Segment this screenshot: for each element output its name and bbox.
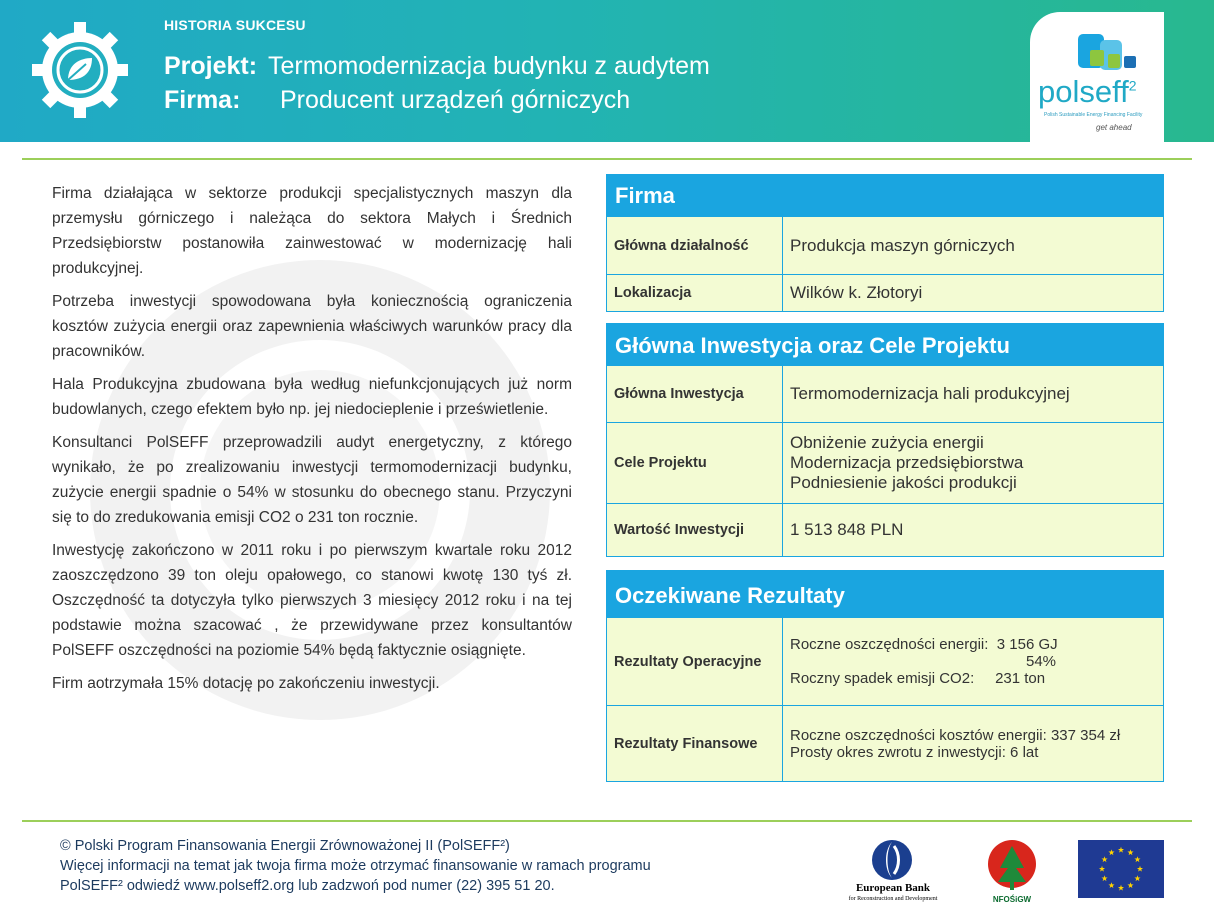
table-row: [607, 216, 1163, 274]
table-row: [607, 503, 1163, 556]
polseff-logo-mark: [1074, 28, 1146, 76]
company-label: Firma:: [164, 86, 241, 114]
row-label: Wartość Inwestycji: [607, 504, 783, 556]
footer-line: PolSEFF² odwiedź www.polseff2.org lub zadzwoń pod numer (22) 395 51 20.: [60, 878, 555, 894]
nfosigw-logo: [984, 838, 1040, 908]
table-row: [607, 705, 1163, 782]
success-story-label: HISTORIA SUKCESU: [164, 17, 306, 33]
panel-firma: [606, 174, 1164, 312]
panel-investment: [606, 323, 1164, 557]
row-label: Cele Projektu: [607, 423, 783, 503]
ebrd-emblem-icon: [870, 838, 914, 882]
project-value: Termomodernizacja budynku z audytem: [268, 52, 710, 80]
footer-line: Więcej informacji na temat jak twoja firma może otrzymać finansowanie w ramach programu: [60, 858, 651, 874]
project-label: Projekt:: [164, 52, 258, 80]
row-label: Główna Inwestycja: [607, 366, 783, 422]
paragraph: Firm aotrzymała 15% dotację po zakończeniu inwestycji.: [52, 675, 440, 692]
paragraph: Potrzeba inwestycji spowodowana była koniecznością ograniczenia kosztów zużycia energii oraz zapewnienia właściwych warunków pracy dla pracowników.: [52, 293, 572, 360]
value-line: Roczne oszczędności kosztów energii: 337 354 zł: [790, 727, 1121, 744]
panel-title: Oczekiwane Rezultaty: [607, 571, 1163, 617]
row-value: [783, 706, 1163, 782]
panel-title: Główna Inwestycja oraz Cele Projektu: [607, 324, 1163, 365]
nfosigw-name: NFOŚiGW: [992, 895, 1032, 904]
ebrd-subtitle: for Reconstruction and Development: [848, 896, 938, 902]
project-line: [164, 52, 710, 81]
paragraph: Hala Produkcyjna zbudowana była według niefunkcjonujących już norm budowlanych, czego efektem było np. jej niedocieplenie i prześwietlenie.: [52, 376, 572, 418]
value-line: Prosty okres zwrotu z inwestycji: 6 lat: [790, 744, 1039, 761]
row-value: [783, 423, 1163, 503]
bottom-divider: [22, 820, 1192, 822]
polseff-tagline: Polish Sustainable Energy Financing Facility: [1044, 112, 1143, 118]
row-value: 1 513 848 PLN: [790, 520, 904, 539]
value-line: Modernizacja przedsiębiorstwa: [790, 453, 1024, 472]
ebrd-name: European Bank: [855, 882, 931, 894]
row-value: Produkcja maszyn górniczych: [790, 235, 1015, 255]
table-row: [607, 365, 1163, 422]
row-label: Główna działalność: [607, 217, 783, 274]
value-line: Podniesienie jakości produkcji: [790, 473, 1017, 492]
row-label: Rezultaty Finansowe: [607, 706, 783, 782]
nfosigw-tree-icon: [986, 838, 1038, 894]
paragraph: Konsultanci PolSEFF przeprowadzili audyt energetyczny, z którego wynikało, że po zrealizowaniu inwestycji termomodernizacji budynku, zużycie energii spadnie o 54% w stosunku do obecnego stanu. Przyczyni się to do zredukowania emisji CO2 o 231 ton rocznie.: [52, 434, 572, 526]
polseff-slogan: get ahead: [1096, 123, 1132, 132]
table-row: [607, 617, 1163, 705]
row-label: Lokalizacja: [607, 275, 783, 311]
footer-line: © Polski Program Finansowania Energii Zrównoważonej II (PolSEFF²): [60, 838, 510, 854]
value-line: Roczne oszczędności energii: 3 156 GJ: [790, 636, 1058, 653]
row-label: Rezultaty Operacyjne: [607, 618, 783, 705]
company-line: [164, 86, 630, 115]
story-body: [52, 181, 572, 704]
company-value: Producent urządzeń górniczych: [280, 86, 631, 114]
row-value: Termomodernizacja hali produkcyjnej: [790, 384, 1070, 403]
row-value: Wilków k. Złotoryi: [790, 283, 923, 302]
polseff-logo: [1030, 12, 1164, 142]
value-line: Obniżenie zużycia energii: [790, 433, 984, 452]
paragraph: Inwestycję zakończono w 2011 roku i po pierwszym kwartale roku 2012 zaoszczędzono 39 ton oleju opałowego, co stanowi kwotę 130 tyś zł. Oszczędność ta dotyczyła tylko pierwszych 3 miesięcy 2012 roku i na tej podstawie można szacować , że przewidywane przez konsultantów PolSEFF oszczędności na poziomie 54% będą faktycznie osiągnięte.: [52, 542, 572, 659]
gear-leaf-icon: [30, 20, 130, 120]
table-row: [607, 422, 1163, 503]
row-value: [783, 618, 1163, 705]
panel-results: [606, 570, 1164, 782]
value-line: 54%: [1026, 653, 1057, 670]
value-line: Roczny spadek emisji CO2: 231 ton: [790, 670, 1046, 687]
footer-info: [60, 836, 651, 896]
polseff-logo-text: polseff$^2$: [1038, 74, 1137, 109]
header-banner: [0, 0, 1214, 142]
table-row: [607, 274, 1163, 311]
ebrd-logo: [828, 838, 958, 908]
paragraph: Firma działająca w sektorze produkcji specjalistycznych maszyn dla przemysłu górniczego i należąca do sektora Małych i Średnich Przedsiębiorstw postanowiła zainwestować w modernizację hali produkcyjnej.: [52, 185, 572, 277]
eu-flag-icon: [1078, 840, 1164, 898]
panel-title: Firma: [607, 175, 1163, 216]
